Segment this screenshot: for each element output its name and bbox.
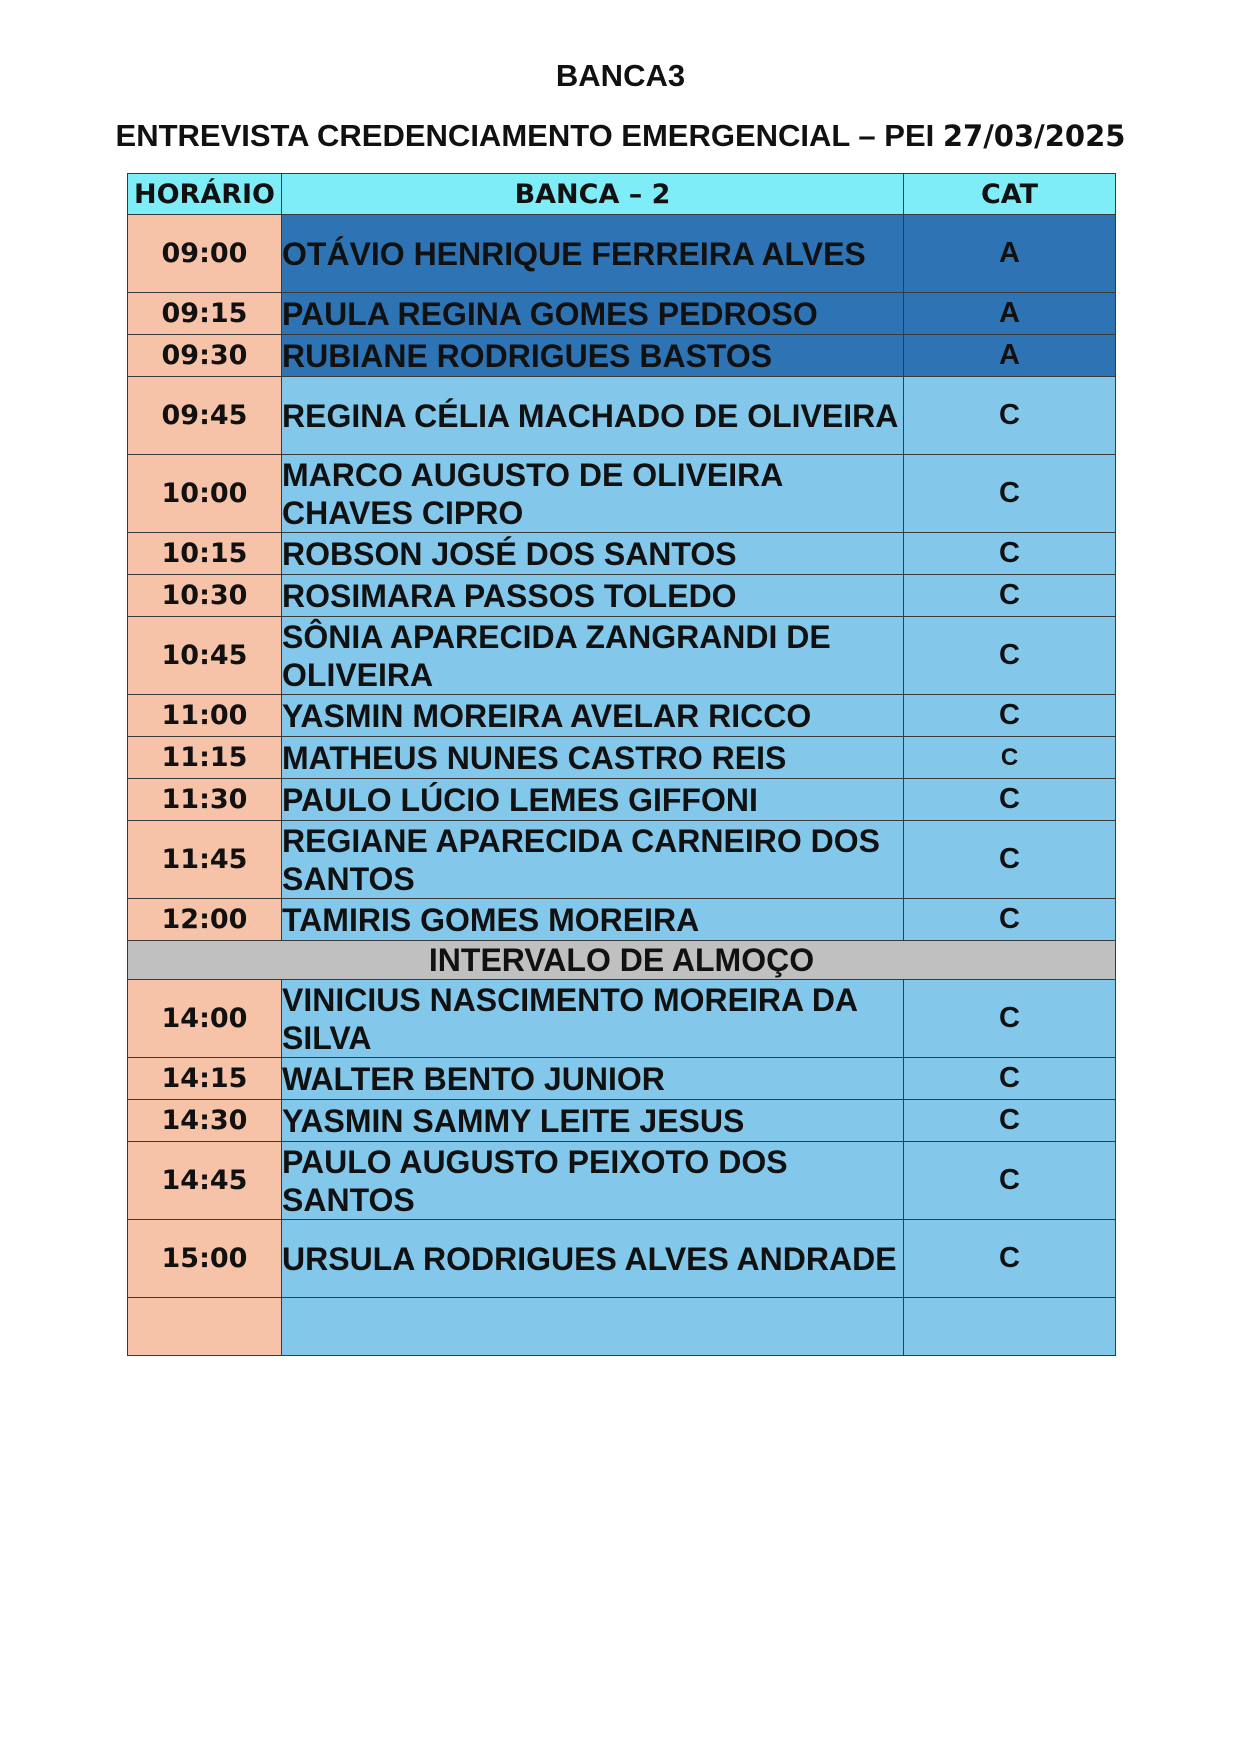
name-cell: MATHEUS NUNES CASTRO REIS (282, 737, 904, 779)
table-row (128, 1058, 1116, 1100)
time-cell: 09:45 (128, 377, 282, 455)
name-cell: REGINA CÉLIA MACHADO DE OLIVEIRA (282, 377, 904, 455)
time-cell (128, 1298, 282, 1356)
table-row (128, 335, 1116, 377)
table-row (128, 1100, 1116, 1142)
category-cell: C (904, 1100, 1116, 1142)
table-row (128, 293, 1116, 335)
name-cell: YASMIN MOREIRA AVELAR RICCO (282, 695, 904, 737)
table-row (128, 980, 1116, 1058)
name-cell (282, 1298, 904, 1356)
table-row (128, 1142, 1116, 1220)
document-subtitle (0, 118, 1241, 154)
name-cell: VINICIUS NASCIMENTO MOREIRA DA SILVA (282, 980, 904, 1058)
name-cell: ROSIMARA PASSOS TOLEDO (282, 575, 904, 617)
time-cell: 10:15 (128, 533, 282, 575)
time-cell: 10:30 (128, 575, 282, 617)
category-cell: C (904, 899, 1116, 941)
category-cell: C (904, 821, 1116, 899)
name-cell: PAULA REGINA GOMES PEDROSO (282, 293, 904, 335)
table-row (128, 617, 1116, 695)
category-cell: C (904, 695, 1116, 737)
category-cell: C (904, 575, 1116, 617)
name-cell: PAULO LÚCIO LEMES GIFFONI (282, 779, 904, 821)
name-cell: ROBSON JOSÉ DOS SANTOS (282, 533, 904, 575)
table-row (128, 779, 1116, 821)
table-row (128, 533, 1116, 575)
subtitle-text: ENTREVISTA CREDENCIAMENTO EMERGENCIAL – PEI (115, 118, 943, 153)
category-cell: C (904, 737, 1116, 779)
schedule-table (127, 173, 1116, 1356)
time-cell: 14:00 (128, 980, 282, 1058)
time-cell: 09:30 (128, 335, 282, 377)
table-row (128, 575, 1116, 617)
category-cell: C (904, 1058, 1116, 1100)
table-row (128, 821, 1116, 899)
table-row (128, 899, 1116, 941)
lunch-break-label: INTERVALO DE ALMOÇO (128, 941, 1116, 980)
table-row (128, 377, 1116, 455)
time-cell: 10:45 (128, 617, 282, 695)
category-cell: C (904, 1142, 1116, 1220)
category-cell: C (904, 617, 1116, 695)
table-row (128, 215, 1116, 293)
time-cell: 14:45 (128, 1142, 282, 1220)
table-row (128, 737, 1116, 779)
name-cell: SÔNIA APARECIDA ZANGRANDI DE OLIVEIRA (282, 617, 904, 695)
time-cell: 11:30 (128, 779, 282, 821)
category-cell: A (904, 293, 1116, 335)
category-cell: A (904, 335, 1116, 377)
header-row (128, 174, 1116, 215)
document-title: BANCA3 (555, 58, 686, 93)
name-cell: RUBIANE RODRIGUES BASTOS (282, 335, 904, 377)
name-cell: TAMIRIS GOMES MOREIRA (282, 899, 904, 941)
category-cell: C (904, 980, 1116, 1058)
subtitle-date: 27/03/2025 (942, 119, 1126, 153)
time-cell: 11:15 (128, 737, 282, 779)
name-cell: OTÁVIO HENRIQUE FERREIRA ALVES (282, 215, 904, 293)
name-cell: REGIANE APARECIDA CARNEIRO DOS SANTOS (282, 821, 904, 899)
time-cell: 11:00 (128, 695, 282, 737)
time-cell: 14:15 (128, 1058, 282, 1100)
category-cell: C (904, 779, 1116, 821)
name-cell: YASMIN SAMMY LEITE JESUS (282, 1100, 904, 1142)
name-cell: MARCO AUGUSTO DE OLIVEIRA CHAVES CIPRO (282, 455, 904, 533)
header-name: BANCA – 2 (282, 174, 904, 215)
table-row (128, 455, 1116, 533)
time-cell: 15:00 (128, 1220, 282, 1298)
time-cell: 11:45 (128, 821, 282, 899)
category-cell (904, 1298, 1116, 1356)
name-cell: URSULA RODRIGUES ALVES ANDRADE (282, 1220, 904, 1298)
time-cell: 09:15 (128, 293, 282, 335)
category-cell: A (904, 215, 1116, 293)
category-cell: C (904, 1220, 1116, 1298)
header-category: CAT (904, 174, 1116, 215)
lunch-break-row (128, 941, 1116, 980)
header-time: HORÁRIO (128, 174, 282, 215)
time-cell: 12:00 (128, 899, 282, 941)
table-row (128, 1220, 1116, 1298)
name-cell: PAULO AUGUSTO PEIXOTO DOS SANTOS (282, 1142, 904, 1220)
time-cell: 14:30 (128, 1100, 282, 1142)
time-cell: 10:00 (128, 455, 282, 533)
time-cell: 09:00 (128, 215, 282, 293)
category-cell: C (904, 455, 1116, 533)
name-cell: WALTER BENTO JUNIOR (282, 1058, 904, 1100)
table-row (128, 695, 1116, 737)
category-cell: C (904, 377, 1116, 455)
category-cell: C (904, 533, 1116, 575)
empty-row (128, 1298, 1116, 1356)
